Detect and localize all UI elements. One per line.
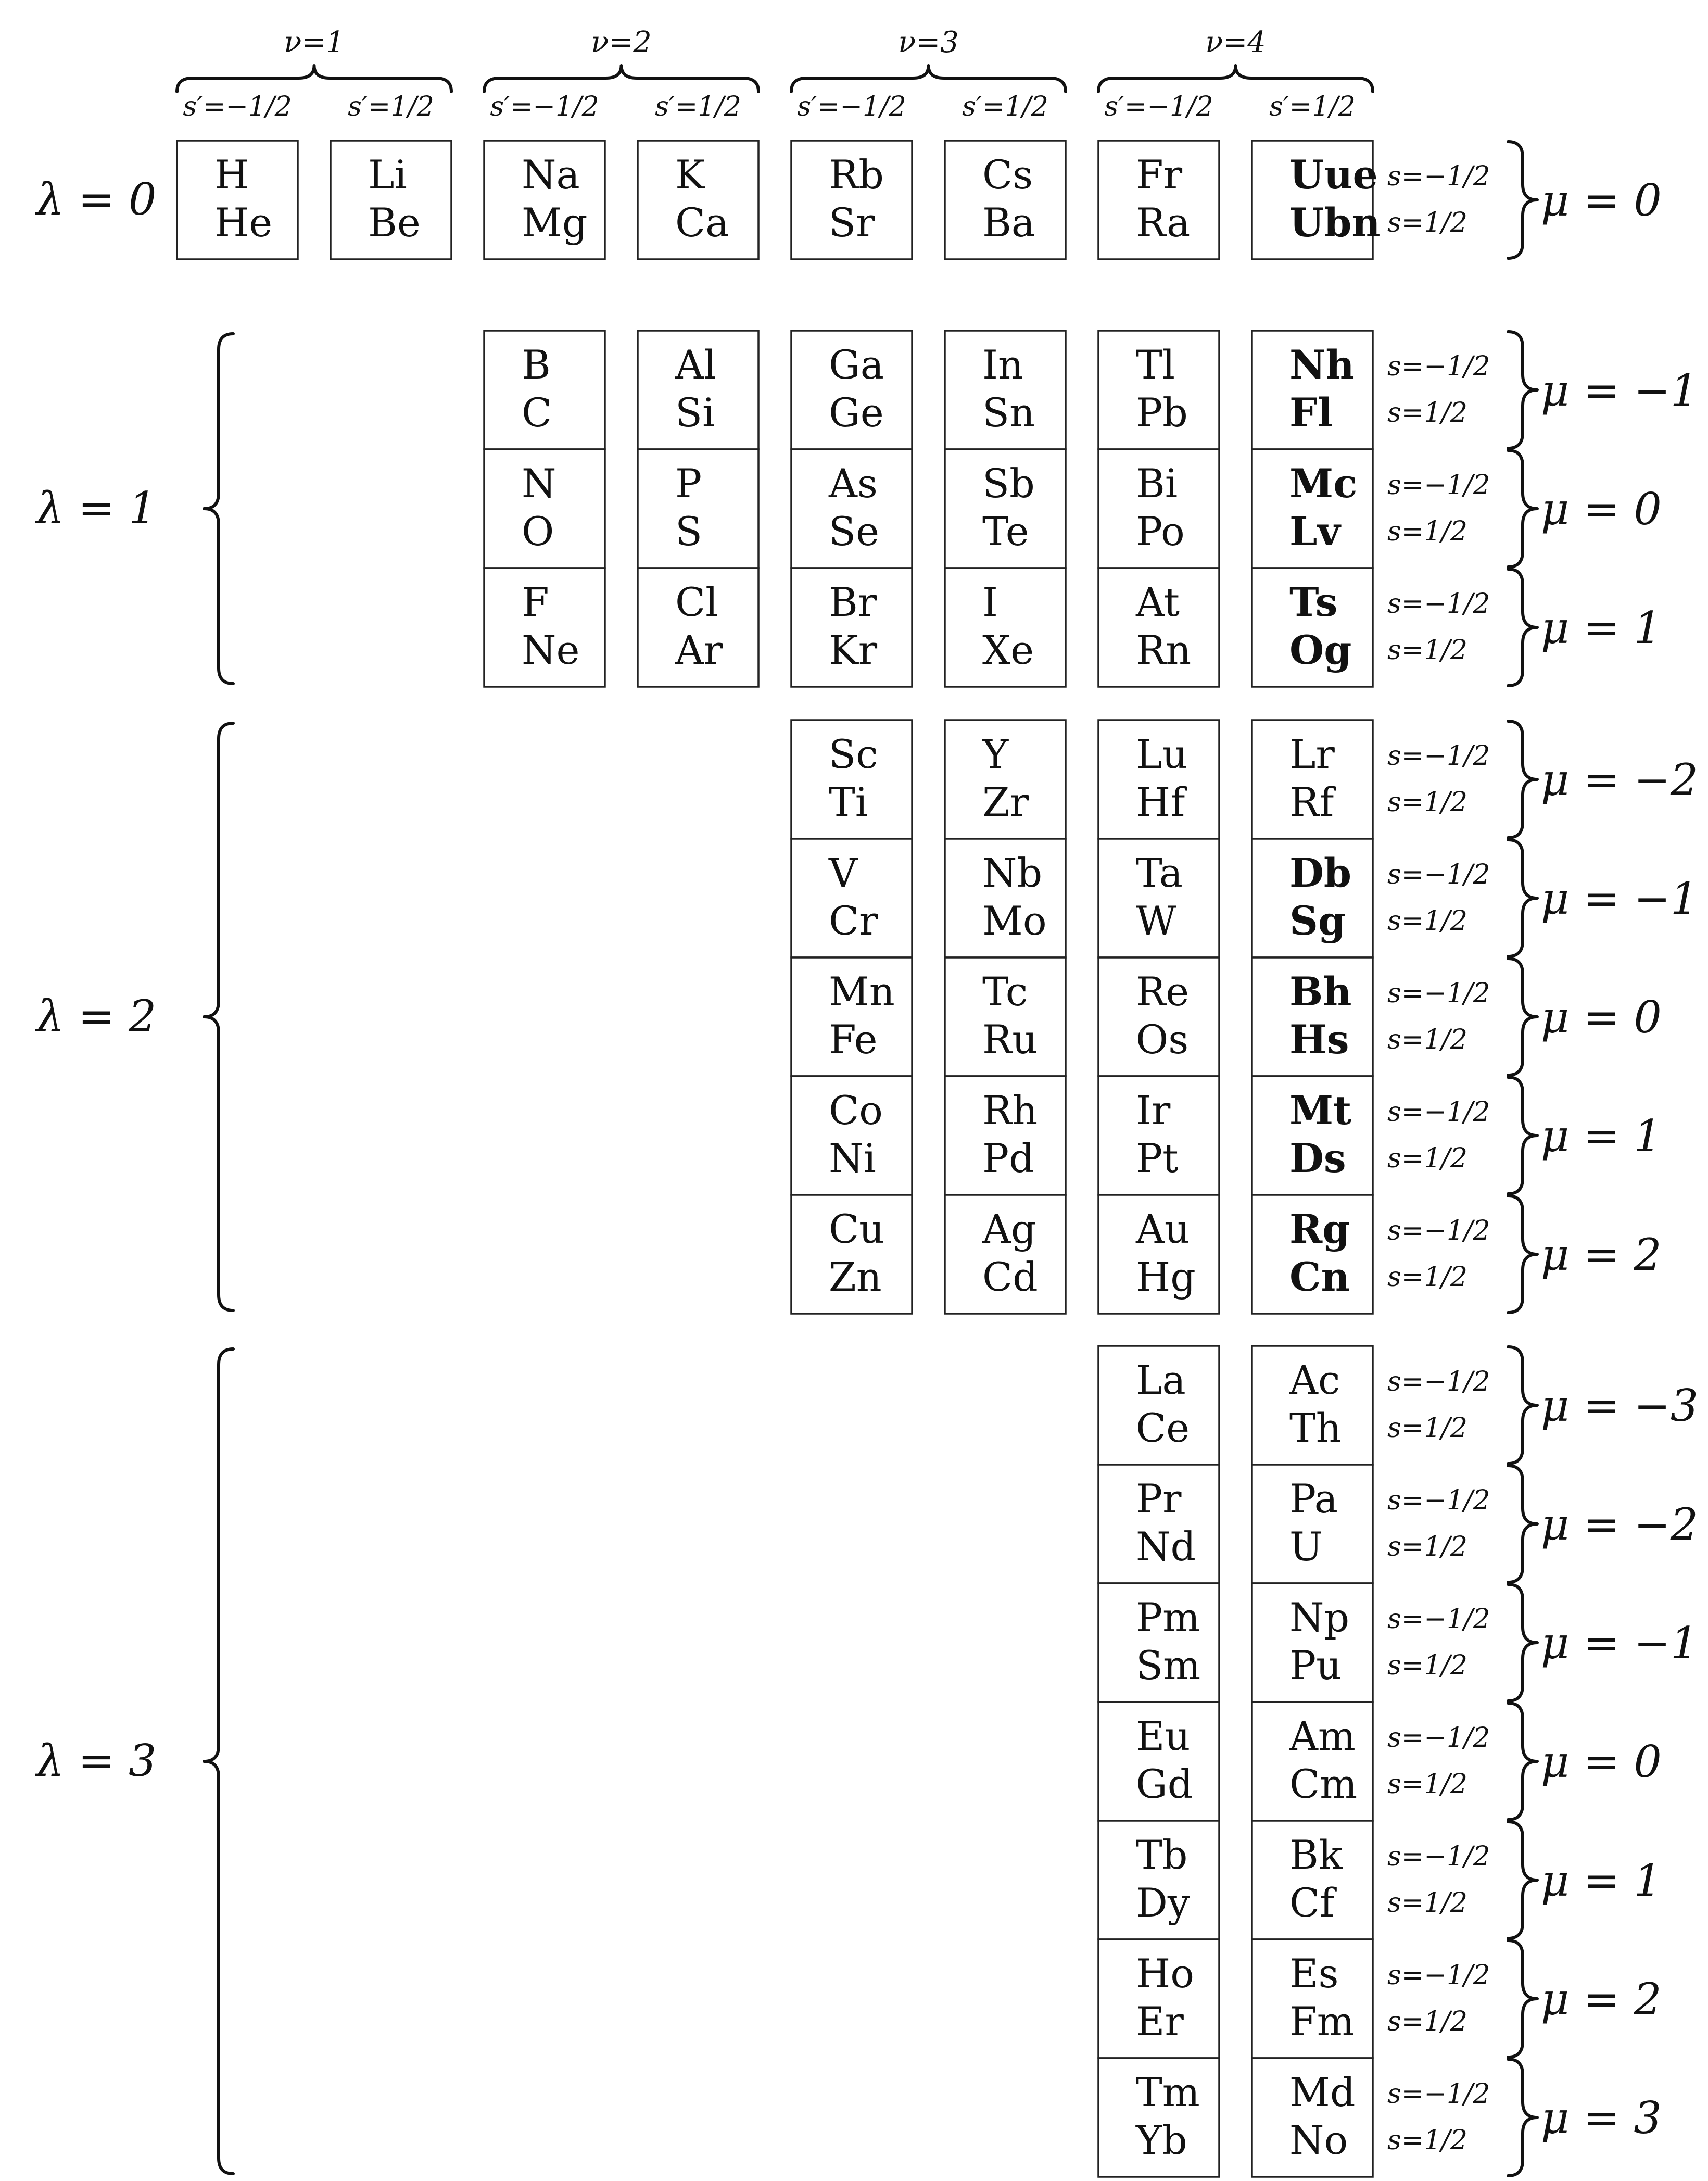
mu-row: [177, 141, 1662, 259]
mu-label: μ = −2: [1541, 1499, 1699, 1550]
element-symbol-upper: I: [982, 579, 998, 625]
element-cell: [638, 449, 758, 568]
nu-label: ν=4: [1205, 26, 1266, 59]
element-symbol-lower: Kr: [829, 627, 878, 673]
element-cell: [791, 839, 912, 957]
mu-brace: [1508, 1196, 1537, 1313]
element-symbol-lower: Sr: [829, 199, 875, 246]
element-symbol-lower: Pu: [1289, 1642, 1342, 1688]
s-prime-label: s′=1/2: [348, 91, 434, 122]
mu-brace: [1508, 332, 1537, 448]
element-cell: [945, 449, 1066, 568]
spin-label-down: s=1/2: [1387, 516, 1467, 547]
nu-label: ν=2: [591, 26, 652, 59]
mu-label: μ = 0: [1541, 175, 1662, 226]
element-symbol-upper: Mn: [829, 968, 895, 1015]
element-symbol-upper: K: [675, 152, 705, 198]
mu-label: μ = 2: [1541, 1229, 1662, 1280]
s-prime-label: s′=−1/2: [183, 91, 292, 122]
mu-brace: [1508, 2059, 1537, 2176]
spin-label-up: s=−1/2: [1387, 1722, 1490, 1754]
element-symbol-lower: Pb: [1136, 389, 1188, 436]
element-cell: [945, 720, 1066, 839]
nu-group-brace: [1098, 66, 1373, 92]
element-cell: [1252, 1702, 1373, 1821]
nu-group: [791, 26, 1066, 122]
mu-brace: [1508, 1584, 1537, 1701]
element-cell: [1098, 331, 1219, 449]
element-symbol-upper: H: [214, 152, 249, 198]
element-cell: [1252, 839, 1373, 957]
element-symbol-upper: In: [982, 342, 1023, 388]
element-symbol-upper: Ir: [1136, 1087, 1171, 1133]
element-symbol-upper: Pm: [1136, 1594, 1200, 1641]
mu-row: [1098, 1465, 1698, 1583]
mu-brace: [1508, 840, 1537, 956]
spin-label-down: s=1/2: [1387, 1769, 1467, 1800]
element-cell: [1098, 2058, 1219, 2177]
element-symbol-lower: Hf: [1136, 779, 1185, 825]
element-cell: [1098, 449, 1219, 568]
element-symbol-lower: Yb: [1136, 2117, 1187, 2163]
mu-row: [791, 957, 1662, 1076]
element-cell: [1252, 1821, 1373, 1939]
element-symbol-lower: Pt: [1136, 1135, 1179, 1181]
element-cell: [638, 331, 758, 449]
element-symbol-upper: Ac: [1289, 1357, 1340, 1403]
element-symbol-upper: Eu: [1136, 1713, 1191, 1759]
element-symbol-upper: Au: [1136, 1206, 1190, 1252]
element-symbol-lower: Pd: [982, 1135, 1034, 1181]
mu-row: [1098, 1821, 1662, 1939]
lambda-block: [35, 331, 1698, 687]
nu-group: [1098, 26, 1373, 122]
mu-row: [1098, 1583, 1698, 1702]
element-symbol-upper: Al: [675, 342, 717, 388]
mu-brace: [1508, 450, 1537, 567]
element-symbol-upper: Br: [829, 579, 877, 625]
element-symbol-upper: Tb: [1136, 1832, 1188, 1878]
element-symbol-lower: Er: [1136, 1998, 1184, 2045]
element-symbol-upper: Ho: [1136, 1950, 1195, 1997]
spin-label-down: s=1/2: [1387, 1413, 1467, 1444]
s-prime-label: s′=1/2: [962, 91, 1048, 122]
element-cell: [945, 1076, 1066, 1195]
element-symbol-lower: Og: [1289, 627, 1352, 673]
element-symbol-upper: Cs: [982, 152, 1033, 198]
element-symbol-lower: Ca: [675, 199, 729, 246]
mu-row: [791, 1195, 1662, 1314]
element-symbol-lower: Fl: [1289, 389, 1333, 436]
element-cell: [638, 568, 758, 687]
lambda-label: λ = 2: [36, 991, 157, 1042]
element-symbol-lower: He: [214, 199, 273, 246]
element-cell: [1098, 1583, 1219, 1702]
element-symbol-upper: Mc: [1289, 460, 1358, 507]
element-cell: [945, 331, 1066, 449]
mu-row: [1098, 1939, 1662, 2058]
element-symbol-upper: Cu: [829, 1206, 885, 1252]
mu-label: μ = 0: [1541, 992, 1662, 1043]
lambda-block: [35, 720, 1698, 1314]
spin-label-down: s=1/2: [1387, 207, 1467, 238]
element-symbol-lower: Sn: [982, 389, 1035, 436]
element-symbol-lower: Zr: [982, 779, 1029, 825]
spin-label-down: s=1/2: [1387, 787, 1467, 818]
spin-label-up: s=−1/2: [1387, 1485, 1490, 1516]
element-cell: [791, 1076, 912, 1195]
spin-label-up: s=−1/2: [1387, 1604, 1490, 1635]
mu-row: [791, 720, 1698, 839]
spin-label-up: s=−1/2: [1387, 740, 1490, 772]
element-cell: [177, 141, 298, 259]
element-symbol-upper: Bh: [1289, 968, 1352, 1015]
element-symbol-upper: Y: [982, 731, 1009, 777]
spin-label-down: s=1/2: [1387, 2125, 1467, 2156]
spin-label-up: s=−1/2: [1387, 978, 1490, 1009]
mu-row: [1098, 2058, 1662, 2177]
element-symbol-lower: W: [1136, 898, 1177, 944]
element-cell: [1098, 568, 1219, 687]
mu-brace: [1508, 569, 1537, 686]
mu-row: [484, 568, 1662, 687]
s-prime-label: s′=1/2: [655, 91, 741, 122]
element-symbol-upper: N: [522, 460, 556, 507]
mu-brace: [1508, 1940, 1537, 2057]
element-symbol-lower: No: [1289, 2117, 1348, 2163]
spin-label-up: s=−1/2: [1387, 161, 1490, 192]
element-symbol-upper: Rb: [829, 152, 884, 198]
element-symbol-upper: Nh: [1289, 342, 1355, 388]
nu-header: [177, 26, 1373, 122]
element-symbol-lower: Ar: [675, 627, 723, 673]
element-symbol-upper: Tm: [1136, 2069, 1200, 2115]
element-symbol-lower: Ti: [829, 779, 868, 825]
element-cell: [791, 141, 912, 259]
element-cell: [791, 720, 912, 839]
element-cell: [1098, 141, 1219, 259]
spin-label-up: s=−1/2: [1387, 1960, 1490, 1991]
mu-label: μ = −1: [1541, 1618, 1699, 1669]
element-cell: [791, 568, 912, 687]
mu-row: [1098, 1346, 1698, 1465]
element-symbol-lower: Th: [1289, 1405, 1342, 1451]
element-symbol-upper: La: [1136, 1357, 1186, 1403]
element-symbol-upper: Cl: [675, 579, 718, 625]
element-symbol-upper: P: [675, 460, 702, 507]
element-cell: [1252, 2058, 1373, 2177]
element-symbol-upper: Ts: [1289, 579, 1338, 625]
spin-label-down: s=1/2: [1387, 1262, 1467, 1293]
element-symbol-upper: Nb: [982, 850, 1043, 896]
element-symbol-lower: Mg: [522, 199, 588, 246]
element-symbol-upper: Na: [522, 152, 580, 198]
element-symbol-lower: Cd: [982, 1254, 1038, 1300]
mu-label: μ = −1: [1541, 365, 1699, 416]
spin-label-down: s=1/2: [1387, 2006, 1467, 2037]
nu-group: [177, 26, 451, 122]
element-symbol-upper: B: [522, 342, 551, 388]
element-symbol-lower: Zn: [829, 1254, 882, 1300]
element-cell: [1098, 1939, 1219, 2058]
element-cell: [1098, 957, 1219, 1076]
element-symbol-upper: Mt: [1289, 1087, 1352, 1133]
mu-row: [1098, 1702, 1662, 1821]
element-symbol-upper: Rg: [1289, 1206, 1350, 1252]
element-cell: [1252, 568, 1373, 687]
element-symbol-lower: Ge: [829, 389, 884, 436]
element-symbol-lower: Po: [1136, 508, 1185, 554]
element-symbol-upper: Ag: [982, 1206, 1036, 1252]
element-symbol-lower: Fm: [1289, 1998, 1355, 2045]
spin-label-down: s=1/2: [1387, 1024, 1467, 1055]
lambda-label: λ = 0: [36, 174, 157, 225]
mu-brace: [1508, 721, 1537, 838]
element-symbol-lower: Xe: [982, 627, 1034, 673]
element-symbol-lower: Ni: [829, 1135, 876, 1181]
element-symbol-lower: Se: [829, 508, 880, 554]
spin-label-down: s=1/2: [1387, 905, 1467, 937]
element-symbol-lower: Ra: [1136, 199, 1191, 246]
element-cell: [945, 141, 1066, 259]
element-cell: [484, 568, 605, 687]
element-symbol-lower: Ba: [982, 199, 1035, 246]
s-prime-label: s′=−1/2: [1104, 91, 1213, 122]
mu-label: μ = 1: [1541, 1855, 1662, 1906]
mu-brace: [1508, 1466, 1537, 1582]
spin-label-up: s=−1/2: [1387, 1215, 1490, 1246]
element-cell: [1252, 449, 1373, 568]
element-symbol-lower: Os: [1136, 1016, 1189, 1063]
element-cell: [1098, 1821, 1219, 1939]
element-cell: [791, 331, 912, 449]
element-cell: [1252, 1076, 1373, 1195]
element-symbol-upper: Sc: [829, 731, 878, 777]
mu-brace: [1508, 1347, 1537, 1464]
nu-label: ν=3: [898, 26, 959, 59]
element-cell: [1252, 1583, 1373, 1702]
nu-label: ν=1: [284, 26, 345, 59]
spin-label-down: s=1/2: [1387, 397, 1467, 428]
element-symbol-lower: Te: [982, 508, 1029, 554]
element-symbol-upper: F: [522, 579, 549, 625]
spin-label-down: s=1/2: [1387, 1143, 1467, 1174]
element-symbol-lower: Ru: [982, 1016, 1038, 1063]
s-prime-label: s′=−1/2: [490, 91, 599, 122]
element-cell: [1098, 1702, 1219, 1821]
element-cell: [945, 1195, 1066, 1314]
element-cell: [1252, 1465, 1373, 1583]
element-cell: [484, 449, 605, 568]
element-cell: [1252, 720, 1373, 839]
nu-group-brace: [484, 66, 758, 92]
spin-label-down: s=1/2: [1387, 1531, 1467, 1562]
nu-group-brace: [791, 66, 1066, 92]
element-symbol-lower: Fe: [829, 1016, 878, 1063]
mu-row: [791, 839, 1698, 957]
element-cell: [791, 957, 912, 1076]
element-symbol-upper: Rh: [982, 1087, 1038, 1133]
element-cell: [331, 141, 451, 259]
element-symbol-upper: Sb: [982, 460, 1035, 507]
element-cell: [945, 839, 1066, 957]
mu-brace: [1508, 1703, 1537, 1820]
s-prime-label: s′=1/2: [1269, 91, 1356, 122]
element-cell: [1252, 141, 1381, 259]
mu-brace: [1508, 959, 1537, 1075]
spin-label-up: s=−1/2: [1387, 2078, 1490, 2110]
element-symbol-upper: Pr: [1136, 1476, 1182, 1522]
element-symbol-upper: Lr: [1289, 731, 1335, 777]
element-symbol-lower: Ds: [1289, 1135, 1346, 1181]
element-cell: [791, 449, 912, 568]
element-symbol-upper: Re: [1136, 968, 1190, 1015]
element-symbol-upper: Md: [1289, 2069, 1356, 2115]
element-symbol-lower: Cr: [829, 898, 878, 944]
element-symbol-lower: U: [1289, 1523, 1323, 1570]
s-prime-label: s′=−1/2: [797, 91, 906, 122]
element-symbol-upper: Bi: [1136, 460, 1178, 507]
element-cell: [1098, 1076, 1219, 1195]
element-symbol-upper: As: [829, 460, 878, 507]
mu-label: μ = −2: [1541, 754, 1699, 805]
element-symbol-upper: Am: [1289, 1713, 1356, 1759]
mu-row: [484, 331, 1698, 449]
lambda-block: [35, 141, 1662, 259]
element-symbol-lower: Cn: [1289, 1254, 1350, 1300]
mu-brace: [1508, 142, 1537, 258]
element-symbol-upper: Tc: [982, 968, 1028, 1015]
element-symbol-lower: Gd: [1136, 1761, 1193, 1807]
spin-label-up: s=−1/2: [1387, 1841, 1490, 1872]
mu-row: [791, 1076, 1662, 1195]
nu-group: [484, 26, 758, 122]
element-symbol-upper: Bk: [1289, 1832, 1343, 1878]
element-cell: [1098, 1195, 1219, 1314]
mu-label: μ = 2: [1541, 1974, 1662, 2025]
mu-label: μ = 1: [1541, 602, 1662, 653]
spin-label-down: s=1/2: [1387, 635, 1467, 666]
element-symbol-upper: Tl: [1136, 342, 1175, 388]
mu-label: μ = 0: [1541, 1736, 1662, 1787]
element-cell: [638, 141, 758, 259]
mu-label: μ = −1: [1541, 873, 1699, 924]
element-cell: [1098, 1346, 1219, 1465]
element-symbol-lower: O: [522, 508, 554, 554]
mu-label: μ = 3: [1541, 2092, 1662, 2144]
element-cell: [1252, 331, 1373, 449]
element-symbol-upper: Li: [368, 152, 407, 198]
mu-label: μ = 1: [1541, 1111, 1662, 1162]
lambda-label: λ = 1: [36, 483, 157, 534]
mu-label: μ = 0: [1541, 484, 1662, 535]
lambda-brace: [204, 1349, 233, 2174]
element-symbol-upper: Es: [1289, 1950, 1339, 1997]
element-cell: [1098, 839, 1219, 957]
spin-label-down: s=1/2: [1387, 1887, 1467, 1919]
element-cell: [1252, 1195, 1373, 1314]
nu-group-brace: [177, 66, 451, 92]
spin-label-down: s=1/2: [1387, 1650, 1467, 1681]
element-symbol-upper: Pa: [1289, 1476, 1338, 1522]
element-symbol-upper: At: [1136, 579, 1180, 625]
element-symbol-lower: Sm: [1136, 1642, 1201, 1688]
element-symbol-lower: Lv: [1289, 508, 1340, 554]
spin-label-up: s=−1/2: [1387, 1366, 1490, 1397]
element-symbol-upper: Fr: [1136, 152, 1183, 198]
mu-label: μ = −3: [1541, 1380, 1699, 1431]
lambda-blocks: [35, 141, 1698, 2177]
element-cell: [484, 141, 605, 259]
element-symbol-lower: Sg: [1289, 898, 1346, 944]
element-symbol-lower: S: [675, 508, 703, 554]
element-cell: [945, 568, 1066, 687]
element-symbol-lower: Rn: [1136, 627, 1192, 673]
spin-label-up: s=−1/2: [1387, 588, 1490, 620]
spin-label-up: s=−1/2: [1387, 859, 1490, 890]
element-symbol-upper: Lu: [1136, 731, 1188, 777]
element-symbol-lower: Si: [675, 389, 715, 436]
element-symbol-lower: Nd: [1136, 1523, 1196, 1570]
element-symbol-lower: Cf: [1289, 1880, 1335, 1926]
element-symbol-upper: Ga: [829, 342, 884, 388]
element-cell: [1252, 1346, 1373, 1465]
element-symbol-lower: C: [522, 389, 552, 436]
element-symbol-lower: Rf: [1289, 779, 1334, 825]
spin-label-up: s=−1/2: [1387, 470, 1490, 501]
element-symbol-lower: Ne: [522, 627, 580, 673]
lambda-block: [35, 1346, 1698, 2177]
element-cell: [1098, 1465, 1219, 1583]
element-cell: [484, 331, 605, 449]
element-symbol-upper: Ta: [1136, 850, 1183, 896]
spin-label-up: s=−1/2: [1387, 1096, 1490, 1128]
element-symbol-lower: Hs: [1289, 1016, 1349, 1063]
element-cell: [1252, 1939, 1373, 2058]
lambda-brace: [204, 723, 233, 1310]
element-symbol-upper: Uue: [1289, 152, 1378, 198]
element-symbol-upper: Co: [829, 1087, 883, 1133]
lambda-label: λ = 3: [36, 1735, 157, 1786]
mu-brace: [1508, 1822, 1537, 1938]
element-symbol-lower: Dy: [1136, 1880, 1190, 1926]
element-symbol-lower: Mo: [982, 898, 1047, 944]
element-symbol-upper: V: [829, 850, 857, 896]
spin-label-up: s=−1/2: [1387, 351, 1490, 382]
element-symbol-lower: Ce: [1136, 1405, 1190, 1451]
lambda-brace: [204, 334, 233, 684]
element-cell: [945, 957, 1066, 1076]
mu-row: [484, 449, 1662, 568]
element-symbol-upper: Db: [1289, 850, 1352, 896]
element-cell: [1252, 957, 1373, 1076]
element-cell: [791, 1195, 912, 1314]
element-symbol-lower: Cm: [1289, 1761, 1358, 1807]
element-symbol-lower: Ubn: [1289, 199, 1381, 246]
element-symbol-lower: Hg: [1136, 1254, 1196, 1300]
element-cell: [1098, 720, 1219, 839]
element-symbol-upper: Np: [1289, 1594, 1350, 1641]
element-symbol-lower: Be: [368, 199, 421, 246]
mu-brace: [1508, 1077, 1537, 1194]
